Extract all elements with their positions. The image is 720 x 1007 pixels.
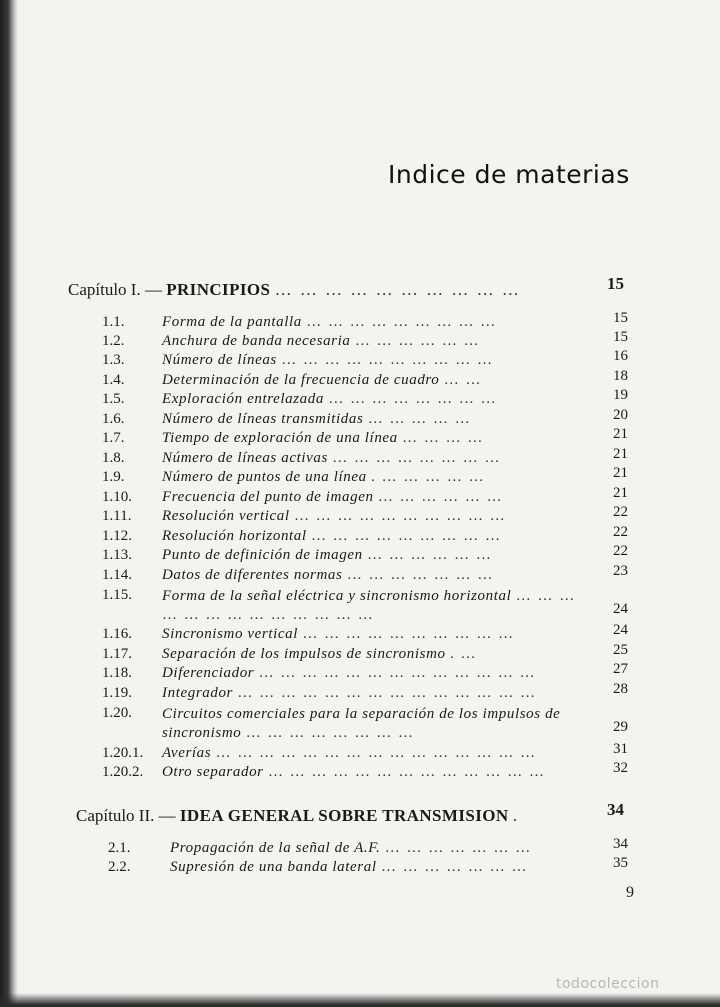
entry-title: Número de líneas transmitidas … … … … … [162,411,472,427]
entry-page-number: 28 [613,681,628,697]
chapter-page-number: 15 [607,274,624,293]
entry-number: 1.6. [102,411,125,427]
chapter-label: Capítulo I. — [68,280,162,299]
page-title: Indice de materias [388,160,630,189]
toc-entry [0,587,720,625]
entry-page-number: 21 [613,485,628,501]
entry-page-number: 32 [613,760,628,776]
entry-title: Punto de definición de imagen … … … … … … [162,547,493,563]
entry-title: Sincronismo vertical … … … … … … … … … … [162,626,515,642]
entry-page-number: 34 [613,836,628,852]
entry-title: Frecuencia del punto de imagen … … … … … … [162,489,504,505]
entry-number: 1.11. [102,508,132,524]
entry-number: 1.10. [102,489,132,505]
chapter-title: IDEA GENERAL SOBRE TRANSMISION [179,806,509,825]
entry-page-number: 21 [613,446,628,462]
entry-title: Separación de los impulsos de sincronismo . … [162,646,477,662]
entry-title: Determinación de la frecuencia de cuadro … … [162,372,483,388]
toc-entry [0,855,720,879]
entry-number: 1.15. [102,587,132,603]
entry-number: 1.20.1. [102,745,144,761]
entry-page-number: 24 [613,601,628,617]
entry-number: 1.17. [102,646,132,662]
entry-title: Forma de la señal eléctrica y sincronismo horizontal … … … … … … … … … … … … … [162,588,576,623]
page-folio-number: 9 [626,884,634,901]
entry-title: Supresión de una banda lateral … … … … … … … [170,859,528,875]
entry-title: Diferenciador … … … … … … … … … … … … … [162,665,537,681]
entry-title: Exploración entrelazada … … … … … … … … [162,391,498,407]
entry-number: 1.19. [102,685,132,701]
entry-number: 2.1. [108,840,131,856]
entry-title: Anchura de banda necesaria … … … … … … [162,333,481,349]
entry-page-number: 21 [613,465,628,481]
toc-entry [0,760,720,784]
entry-title: Número de puntos de una línea . … … … … … [162,469,486,485]
entry-title: Datos de diferentes normas … … … … … … … [162,567,494,583]
leader-dots: . [512,806,520,825]
entry-page-number: 23 [613,563,628,579]
entry-page-number: 15 [613,310,628,326]
entry-number: 1.9. [102,469,125,485]
entry-number: 1.5. [102,391,125,407]
entry-page-number: 22 [613,524,628,540]
entry-title: Forma de la pantalla … … … … … … … … … [162,314,497,330]
entry-number: 1.18. [102,665,132,681]
entry-page-number: 16 [613,348,628,364]
entry-number: 1.7. [102,430,125,446]
entry-number: 1.3. [102,352,125,368]
entry-page-number: 29 [613,719,628,735]
entry-title: Resolución vertical … … … … … … … … … … [162,508,507,524]
entry-page-number: 19 [613,387,628,403]
entry-page-number: 25 [613,642,628,658]
page-bottom-edge [0,993,720,1007]
entry-number: 1.14. [102,567,132,583]
entry-title: Propagación de la señal de A.F. … … … … … … … [170,840,532,856]
entry-number: 2.2. [108,859,131,875]
chapter-heading [68,274,628,306]
entry-page-number: 20 [613,407,628,423]
chapter-label: Capítulo II. — [76,806,176,825]
chapter-title: PRINCIPIOS [166,280,271,299]
entry-title: Tiempo de exploración de una línea … … … … [162,430,484,446]
leader-dots: … … … … … … … … … … [274,280,521,299]
entry-page-number: 22 [613,504,628,520]
entry-title: Integrador … … … … … … … … … … … … … … [162,685,537,701]
toc-entry [0,705,720,743]
entry-title: Otro separador … … … … … … … … … … … … … [162,764,546,780]
entry-title: Número de líneas activas … … … … … … … … [162,450,502,466]
chapter-heading [76,800,636,832]
entry-page-number: 21 [613,426,628,442]
entry-page-number: 35 [613,855,628,871]
entry-number: 1.13. [102,547,132,563]
chapter-page-number: 34 [607,800,624,819]
entry-number: 1.20.2. [102,764,144,780]
entry-number: 1.8. [102,450,125,466]
entry-title: Averías … … … … … … … … … … … … … … … [162,745,537,761]
entry-number: 1.4. [102,372,125,388]
entry-page-number: 18 [613,368,628,384]
entry-page-number: 24 [613,622,628,638]
entry-number: 1.1. [102,314,125,330]
entry-number: 1.12. [102,528,132,544]
entry-page-number: 31 [613,741,628,757]
entry-title: Circuitos comerciales para la separación de los impulsos de sincronismo … … … … … … … … [162,706,561,741]
entry-page-number: 22 [613,543,628,559]
entry-page-number: 15 [613,329,628,345]
entry-page-number: 27 [613,661,628,677]
entry-title: Resolución horizontal … … … … … … … … … [162,528,502,544]
entry-title: Número de líneas … … … … … … … … … … [162,352,494,368]
watermark-logo: todocoleccion [556,976,660,992]
entry-number: 1.2. [102,333,125,349]
toc-entry [0,563,720,587]
toc-entry [0,681,720,705]
entry-number: 1.20. [102,705,132,721]
entry-number: 1.16. [102,626,132,642]
